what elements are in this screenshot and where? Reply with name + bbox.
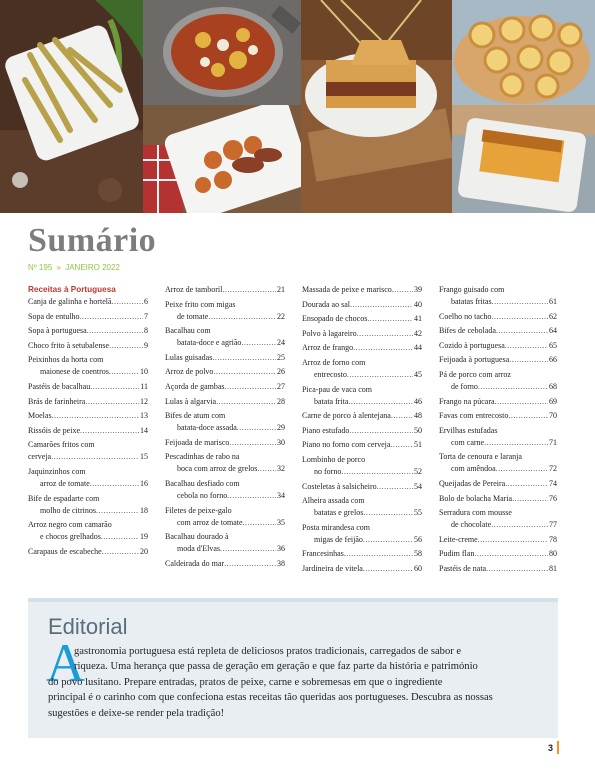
index-entry-page: 66 [549,355,557,365]
index-entry-page: 40 [414,299,422,309]
index-entry-name: Leite-creme [439,534,478,544]
index-entry-page: 30 [277,437,285,447]
flan-pudding-photo [452,105,595,213]
dot-leader [237,422,276,434]
index-entry-name: Cozido à portuguesa [439,340,505,350]
index-entry-name: Lulas à algarvia [165,396,217,406]
index-entry[interactable] [165,451,285,475]
index-entry[interactable] [439,425,557,449]
index-entry[interactable] [165,366,285,378]
dot-leader [392,284,413,296]
index-entry[interactable] [439,534,557,546]
dot-leader [508,410,548,422]
index-entry-name: Brás de farinheira [28,396,86,406]
index-entry-name: batatas fritas [451,297,492,306]
index-entry-page: 24 [277,338,285,348]
index-entry[interactable] [165,478,285,502]
editorial-title: Editorial [48,614,128,639]
index-entry-name: batata frita [314,396,349,406]
editorial-line: do povo lusitano. Prepare entradas, pratos de peixe, carne e sobremesas em que o ingrediente [48,676,443,688]
dot-leader [363,507,413,519]
index-entry-title-line: Camarões fritos com [28,440,95,450]
dot-leader [509,354,548,366]
index-entry-page: 60 [414,563,422,573]
index-entry-page: 7 [144,311,148,321]
index-entry-name: com arroz de tomate [177,517,243,527]
index-entry[interactable] [165,531,285,555]
index-entry-page: 12 [140,396,148,406]
index-entry-title-line: Pescadinhas de rabo na [165,452,240,462]
index-entry[interactable] [28,410,148,422]
index-entry-page: 69 [549,396,557,406]
index-entry[interactable] [28,311,148,323]
index-entry-page: 39 [414,285,422,294]
index-entry-name: Sopa à portuguesa [28,326,87,336]
index-entry[interactable] [28,325,148,337]
index-entry-name: cerveja [28,452,52,462]
index-entry-page: 61 [549,297,557,306]
page-number: 3 [548,743,554,753]
dot-leader [512,493,548,505]
index-entry[interactable] [28,519,148,543]
index-entry-page: 35 [277,517,285,527]
index-entry-name: Pastéis de nata [439,563,487,573]
index-entry-page: 25 [277,352,285,362]
index-entry-name: de tomate [177,311,209,321]
index-entry-title-line: Peixinhos da horta com [28,355,104,365]
index-entry-title-line: Bacalhau dourado à [165,532,229,542]
index-entry-page: 29 [277,423,285,433]
dot-leader [224,558,276,570]
index-entry[interactable] [165,325,285,349]
dot-leader [52,410,139,422]
index-entry-page: 36 [277,544,285,554]
index-entry-page: 22 [277,311,285,321]
dot-leader [109,340,143,352]
custard-tarts-photo [452,0,595,105]
index-entry[interactable] [28,396,148,408]
index-entry-name: Lulas guisadas [165,352,213,362]
index-entry[interactable] [302,481,422,493]
index-entry-title-line: Filetes de peixe-galo [165,505,232,515]
index-entry-title-line: Lombinho de porco [302,454,366,464]
index-entry-page: 76 [549,493,557,503]
dot-leader [341,466,413,478]
issue-number: Nº 195 [28,263,53,272]
index-entry-name: Frango na púcara [439,396,495,406]
index-entry-title-line: Bife de espadarte com [28,493,100,503]
index-entry-name: migas de feijão [314,534,363,544]
index-entry-name: Massada de peixe e marisco [302,285,392,294]
dot-leader [241,337,276,349]
index-entry-page: 77 [549,520,557,530]
index-entry-title-line: Jaquinzinhos com [28,466,86,476]
dot-leader [112,296,143,308]
index-entry-page: 45 [414,369,422,379]
dot-leader [344,548,413,560]
index-entry-title-line: Torta de cenoura e laranja [439,452,522,462]
index-entry-page: 13 [140,411,148,421]
index-entry[interactable] [302,342,422,354]
index-entry-title-line: Pá de porco com arroz [439,369,511,379]
index-entry-name: Choco frito à setubalense [28,340,110,350]
index-entry-name: Dourada ao sal [302,299,350,309]
index-entry-name: com amêndoa [451,464,496,474]
index-entry-name: moda d'Elvas [177,544,220,554]
index-entry-page: 81 [549,563,557,573]
index-entry-name: Queijadas de Pereira [439,478,506,488]
dot-leader [505,478,548,490]
meat-pie-slice-photo [301,0,452,213]
index-entry-name: Francesinhas [302,549,344,559]
index-entry-page: 71 [549,437,557,447]
dot-leader [357,328,413,340]
index-entry-page: 64 [549,326,557,336]
index-entry-page: 48 [414,411,422,421]
index-entry-name: maionese de coentros [40,367,109,377]
index-column-3 [302,284,422,575]
index-entry-title-line: Peixe frito com migas [165,299,236,309]
index-entry-title-line: Frango guisado com [439,285,505,294]
index-entry[interactable] [28,466,148,490]
index-entry[interactable] [302,410,422,422]
fried-green-beans-photo [0,0,143,213]
dot-leader [486,563,548,575]
index-entry[interactable] [302,384,422,408]
index-entry-name: no forno [314,466,342,476]
dot-leader [208,311,276,323]
editorial-line: principal é o carinho com que confeciona estas receitas tão queridas aos portugueses. Descubra as nossas [48,692,493,704]
index-entry-page: 52 [414,466,422,476]
index-entry[interactable] [165,284,285,296]
dot-leader [87,325,143,337]
index-entry[interactable] [439,369,557,393]
dot-leader [212,352,276,364]
index-entry-name: Piano estufado [302,425,350,435]
dot-leader [390,439,413,451]
index-entry[interactable] [439,396,557,408]
index-entry-page: 38 [277,558,285,568]
dot-leader [51,451,139,463]
stew-in-skillet-photo [143,0,301,105]
index-entry[interactable] [302,439,422,451]
index-entry-page: 54 [414,481,422,491]
dot-leader [496,463,548,475]
index-entry-page: 19 [140,532,148,542]
index-column-2 [165,284,285,570]
dot-leader [85,396,139,408]
index-entry-page: 18 [140,505,148,515]
index-entry-page: 34 [277,490,285,500]
index-entry-name: Bolo de bolacha Maria [439,493,513,503]
index-entry-title-line: Pica-pau de vaca com [302,384,372,394]
dot-leader [243,517,276,529]
index-entry-name: Coelho no tacho [439,311,492,321]
index-entry-name: Ensopado de chocos [302,314,368,324]
index-entry-name: batata-doce e agrião [177,338,242,348]
dot-leader [367,313,413,325]
index-entry-page: 42 [414,328,422,338]
issue-date: JANEIRO 2022 [65,263,120,272]
index-entry-page: 9 [144,340,148,350]
dot-leader [491,311,548,323]
index-entry[interactable] [439,325,557,337]
index-entry[interactable] [439,563,557,575]
dot-leader [96,505,139,517]
issue-separator: » [56,263,61,272]
index-entry-page: 44 [414,343,422,353]
index-entry-title-line: Posta mirandesa com [302,522,370,532]
editorial-line: riqueza. Uma herança que passa de geração em geração e que faz parte da história e património [74,661,478,673]
index-entry-name: Açorda de gambas [165,381,225,391]
index-entry-page: 28 [277,396,285,406]
index-entry-name: de forno [451,381,478,391]
index-entry[interactable] [302,284,422,296]
index-entry[interactable] [165,352,285,364]
index-entry[interactable] [302,495,422,519]
index-entry-name: arroz de tomate [40,478,90,488]
dot-leader [492,296,548,308]
index-entry[interactable] [165,505,285,529]
dot-leader [350,299,413,311]
index-entry[interactable] [439,451,557,475]
dot-leader [80,311,143,323]
index-entry[interactable] [28,493,148,517]
dot-leader [213,366,276,378]
index-entry-name: Bifes de cebolada [439,326,496,336]
page-title: Sumário [28,222,157,259]
index-entry-page: 15 [140,452,148,462]
index-entry-name: Costeletas à salsicheiro [302,481,377,491]
index-entry[interactable] [439,354,557,366]
editorial-text [48,644,550,721]
index-entry-name: Caldeirada do mar [165,558,225,568]
index-entry-page: 26 [277,367,285,377]
index-entry-page: 32 [277,464,285,474]
index-entry[interactable] [165,410,285,434]
index-entry-title-line: Bacalhau desfiado com [165,478,240,488]
editorial-line: gastronomia portuguesa está repleta de deliciosos pratos tradicionais, carregados de sabor e [74,646,462,657]
index-entry-name: Canja de galinha e hortelã [28,297,112,306]
editorial-top-rule [28,598,558,602]
index-entry-name: batata-doce assada [177,423,237,433]
index-entry-title-line: Arroz de forno com [302,357,366,367]
index-entry-page: 41 [414,314,422,324]
index-entry[interactable] [28,425,148,437]
index-entry-name: Feijoada à portuguesa [439,355,510,365]
index-entry[interactable] [165,437,285,449]
dot-leader [102,546,139,558]
editorial-line: sugestões e deixe-se render pela tradição! [48,707,225,719]
dot-leader [484,437,548,449]
dot-leader [363,563,413,575]
index-entry-name: entrecosto [314,369,347,379]
dot-leader [220,543,276,555]
index-entry-page: 56 [414,534,422,544]
index-entry-name: Arroz de frango [302,343,354,353]
index-entry-name: Favas com entrecosto [439,411,509,421]
index-entry-name: com carne [451,437,485,447]
index-entry-name: Feijoada de marisco [165,437,230,447]
dot-leader [478,534,548,546]
index-entry[interactable] [302,328,422,340]
dot-leader [478,381,548,393]
dot-leader [474,548,548,560]
index-entry[interactable] [302,425,422,437]
dot-leader [216,396,276,408]
index-entry[interactable] [302,313,422,325]
index-entry-name: Jardineira de vitela [302,563,363,573]
dot-leader [225,381,276,393]
index-entry-page: 65 [549,340,557,350]
dot-leader [101,531,139,543]
dot-leader [222,284,276,296]
index-entry[interactable] [302,299,422,311]
issue-line [28,263,120,272]
index-column-1 [28,284,148,558]
index-entry-page: 21 [277,285,285,294]
dot-leader [363,534,413,546]
editorial-box [28,598,558,738]
index-entry[interactable] [302,454,422,478]
index-entry-name: molho de citrinos [40,505,96,515]
index-entry[interactable] [28,546,148,558]
index-entry-page: 58 [414,549,422,559]
index-entry-title-line: Arroz negro com camarão [28,520,112,530]
index-entry[interactable] [439,548,557,560]
index-entry-name: de chocolate [451,520,492,530]
index-entry-page: 8 [144,326,148,336]
index-entry-page: 62 [549,311,557,321]
index-entry[interactable] [28,340,148,352]
index-entry-page: 80 [549,549,557,559]
index-entry-page: 16 [140,478,148,488]
index-column-4 [439,284,557,575]
index-entry-name: Moelas [28,411,52,421]
index-entry-page: 78 [549,534,557,544]
dot-leader [495,396,548,408]
editorial-drop-cap: A [46,633,85,693]
index-entry[interactable] [165,396,285,408]
index-entry[interactable] [28,296,148,308]
index-entry-name: Pudim flan [439,549,475,559]
dot-leader [349,425,413,437]
dot-leader [257,463,276,475]
index-entry-name: e chocos grelhados [40,532,101,542]
index-entry-page: 68 [549,381,557,391]
index-entry[interactable] [302,548,422,560]
roast-pork-potatoes-photo [143,105,301,213]
index-entry-page: 10 [140,367,148,377]
section-heading: Receitas à Portuguesa [28,285,116,294]
index-entry-page: 27 [277,381,285,391]
dot-leader [496,325,548,337]
index-entry[interactable] [302,563,422,575]
index-entry-name: Arroz de polvo [165,367,214,377]
index-entry[interactable] [28,381,148,393]
index-entry[interactable] [439,410,557,422]
dot-leader [391,410,413,422]
index-entry-name: batatas e grelos [314,508,364,518]
index-entry-name: Carapaus de escabeche [28,546,102,556]
index-entry-name: Pastéis de bacalhau [28,381,91,391]
index-entry[interactable] [302,522,422,546]
index-entry[interactable] [439,507,557,531]
index-entry-page: 46 [414,396,422,406]
index-entry-title-line: Serradura com mousse [439,508,512,518]
index-entry-name: Sopa de entulho [28,311,80,321]
index-entry-name: Rissóis de peixe [28,425,80,435]
dot-leader [229,437,276,449]
index-entry-page: 55 [414,508,422,518]
index-entry-page: 20 [140,546,148,556]
dot-leader [505,340,548,352]
index-entry-title-line: Bifes de atum com [165,411,226,421]
index-entry-title-line: Alheira assada com [302,496,365,506]
index-entry-name: Arroz de tamboril [165,285,223,294]
index-entry-page: 11 [140,381,148,391]
index-entry[interactable] [439,478,557,490]
dot-leader [353,342,413,354]
index-entry-name: Polvo à lagareiro [302,328,357,338]
index-entry[interactable] [28,439,148,463]
page-number-bar [557,741,559,754]
index-entry[interactable] [165,558,285,570]
dot-leader [377,481,413,493]
index-entry[interactable] [439,284,557,308]
index-entry-title-line: Bacalhau com [165,326,211,336]
index-entry-title-line: Ervilhas estufadas [439,425,498,435]
index-entry-page: 14 [140,425,148,435]
index-entry-name: Carne de porco à alentejana [302,411,391,421]
index-entry[interactable] [302,357,422,381]
dot-leader [491,519,548,531]
index-entry[interactable] [165,299,285,323]
index-entry[interactable] [165,381,285,393]
dot-leader [348,396,413,408]
index-entry-name: cebola no forno [177,490,228,500]
dot-leader [109,366,139,378]
index-entry[interactable] [439,493,557,505]
index-entry-page: 50 [414,425,422,435]
index-entry-page: 72 [549,464,557,474]
index-entry[interactable] [439,340,557,352]
index-entry-name: boca com arroz de grelos [177,464,258,474]
index-entry[interactable] [439,311,557,323]
dot-leader [80,425,139,437]
index-entry-page: 6 [144,297,148,306]
dot-leader [347,369,413,381]
index-entry[interactable] [28,354,148,378]
dot-leader [90,381,139,393]
index-entry-page: 70 [549,411,557,421]
index-entry-page: 51 [414,440,422,450]
index-entry-page: 74 [549,478,557,488]
index-entry-name: Piano no forno com cerveja [302,440,391,450]
dot-leader [227,490,276,502]
dot-leader [90,478,139,490]
